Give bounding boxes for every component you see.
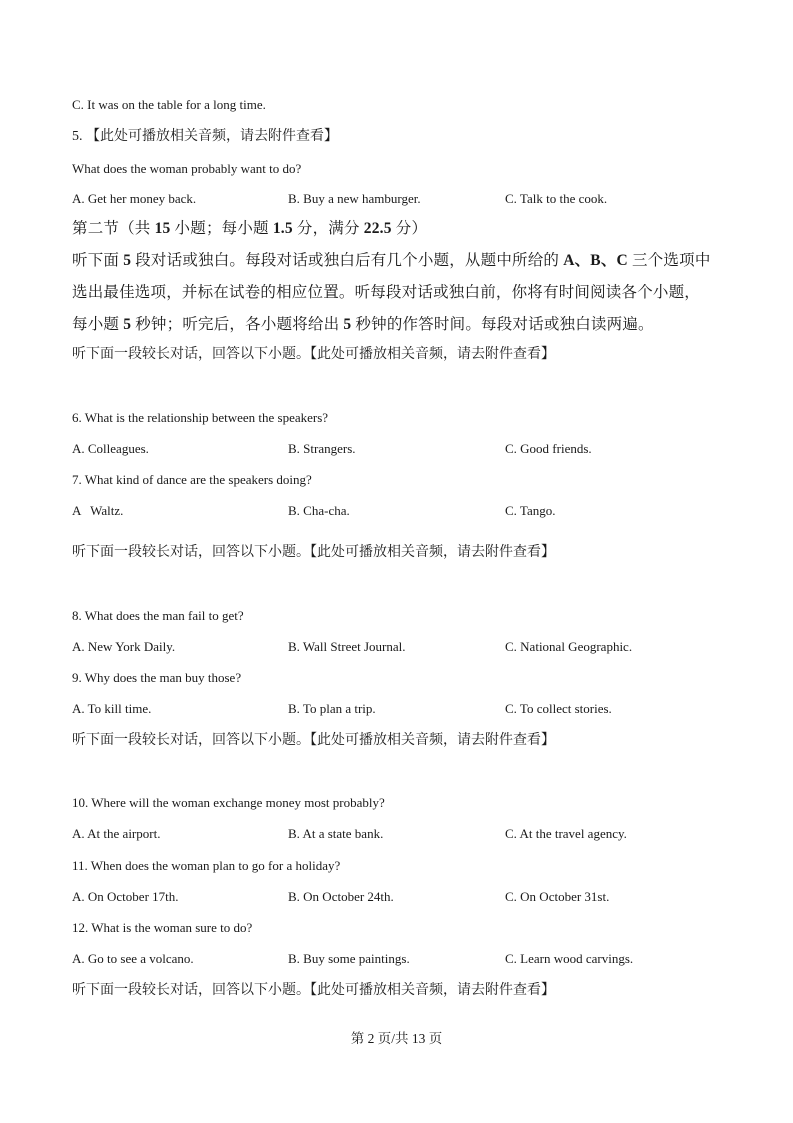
section2-title: 第二节（共 15 小题；每小题 1.5 分，满分 22.5 分） xyxy=(72,220,428,237)
q11-option-a: A. On October 17th. xyxy=(72,889,179,904)
q11-option-c: C. On October 31st. xyxy=(505,889,610,904)
q8-option-a: A. New York Daily. xyxy=(72,639,176,654)
q5-option-a: A. Get her money back. xyxy=(72,191,197,206)
q12-option-c: C. Learn wood carvings. xyxy=(505,951,634,966)
q9-question: 9. Why does the man buy those? xyxy=(72,670,242,685)
page-footer: 第 2 页/共 13 页 xyxy=(350,1031,443,1046)
q11-question: 11. When does the woman plan to go for a holiday? xyxy=(72,858,341,873)
q7-option-a: A Waltz. xyxy=(72,503,124,518)
listen-prompt: 听下面一段较长对话，回答以下小题。【此处可播放相关音频，请去附件查看】 xyxy=(72,983,555,998)
section2-instructions-line3: 每小题 5 秒钟；听完后，各小题将给出 5 秒钟的作答时间。每段对话或独白读两遍。 xyxy=(72,316,654,333)
q12-option-a: A. Go to see a volcano. xyxy=(72,951,194,966)
q7-option-b: B. Cha-cha. xyxy=(288,503,350,518)
q8-option-b: B. Wall Street Journal. xyxy=(288,639,406,654)
q5-tag: 5. 【此处可播放相关音频，请去附件查看】 xyxy=(72,129,338,144)
q6-option-c: C. Good friends. xyxy=(505,441,592,456)
q10-question: 10. Where will the woman exchange money most probably? xyxy=(72,795,385,810)
q4-option-c: C. It was on the table for a long time. xyxy=(72,97,266,112)
q5-question: What does the woman probably want to do? xyxy=(72,161,302,176)
section2-instructions-line2: 选出最佳选项，并标在试卷的相应位置。听每段对话或独白前，你将有时间阅读各个小题， xyxy=(72,284,701,301)
q5-option-b: B. Buy a new hamburger. xyxy=(288,191,421,206)
section2-instructions-line1: 听下面 5 段对话或独白。每段对话或独白后有几个小题，从题中所给的 A、B、C 三个选项中 xyxy=(72,252,711,269)
q5-option-c: C. Talk to the cook. xyxy=(505,191,608,206)
q6-option-b: B. Strangers. xyxy=(288,441,356,456)
q7-option-c: C. Tango. xyxy=(505,503,556,518)
q10-option-c: C. At the travel agency. xyxy=(505,826,627,841)
q6-option-a: A. Colleagues. xyxy=(72,441,149,456)
q12-option-b: B. Buy some paintings. xyxy=(288,951,410,966)
q7-question: 7. What kind of dance are the speakers doing? xyxy=(72,472,312,487)
listen-prompt: 听下面一段较长对话，回答以下小题。【此处可播放相关音频，请去附件查看】 xyxy=(72,545,555,560)
listen-prompt: 听下面一段较长对话，回答以下小题。【此处可播放相关音频，请去附件查看】 xyxy=(72,733,555,748)
q9-option-a: A. To kill time. xyxy=(72,701,152,716)
listen-prompt: 听下面一段较长对话，回答以下小题。【此处可播放相关音频，请去附件查看】 xyxy=(72,347,555,362)
q8-question: 8. What does the man fail to get? xyxy=(72,608,244,623)
q11-option-b: B. On October 24th. xyxy=(288,889,394,904)
q12-question: 12. What is the woman sure to do? xyxy=(72,920,253,935)
q9-option-c: C. To collect stories. xyxy=(505,701,612,716)
q10-option-a: A. At the airport. xyxy=(72,826,161,841)
q10-option-b: B. At a state bank. xyxy=(288,826,384,841)
q6-question: 6. What is the relationship between the speakers? xyxy=(72,410,329,425)
q8-option-c: C. National Geographic. xyxy=(505,639,633,654)
q9-option-b: B. To plan a trip. xyxy=(288,701,376,716)
